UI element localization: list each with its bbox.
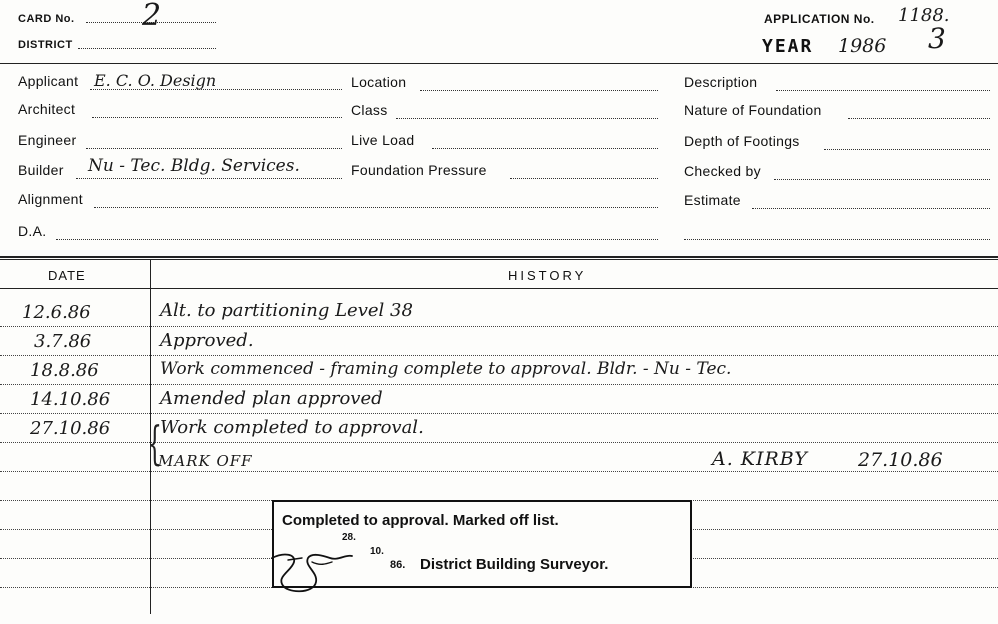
approval-stamp bbox=[272, 500, 692, 588]
year-extra-value: 3 bbox=[928, 22, 946, 55]
history-text: Amended plan approved bbox=[160, 388, 383, 409]
history-text: Alt. to partitioning Level 38 bbox=[160, 300, 413, 321]
history-text: Work commenced - framing complete to approval. Bldr. - Nu - Tec. bbox=[160, 359, 732, 379]
stamp-date-day: 28. bbox=[342, 532, 356, 543]
class-label: Class bbox=[351, 102, 388, 118]
engineer-label: Engineer bbox=[18, 132, 77, 148]
history-text: MARK OFF bbox=[158, 452, 253, 470]
depth-of-footings-label: Depth of Footings bbox=[684, 133, 800, 149]
ruled-line bbox=[0, 413, 998, 414]
location-label: Location bbox=[351, 74, 407, 90]
history-date: 14.10.86 bbox=[30, 389, 111, 410]
foundation-pressure-line bbox=[510, 178, 658, 179]
estimate-line bbox=[752, 208, 990, 209]
history-date: 18.8.86 bbox=[30, 360, 99, 381]
da-label: D.A. bbox=[18, 223, 47, 239]
builder-value: Nu - Tec. Bldg. Services. bbox=[88, 156, 300, 176]
architect-line bbox=[92, 117, 342, 118]
class-line bbox=[396, 118, 658, 119]
engineer-line bbox=[86, 148, 342, 149]
description-line bbox=[776, 90, 990, 91]
history-date: 12.6.86 bbox=[22, 302, 91, 323]
district-label: DISTRICT bbox=[18, 39, 73, 51]
card-no-value: 2 bbox=[142, 0, 162, 33]
card-no-label: CARD No. bbox=[18, 13, 75, 25]
nature-of-foundation-line bbox=[848, 118, 990, 119]
depth-of-footings-line bbox=[824, 149, 990, 150]
ruled-line bbox=[0, 326, 998, 327]
district-line bbox=[78, 48, 216, 49]
ruled-line bbox=[0, 384, 998, 385]
stamp-line-2: District Building Surveyor. bbox=[420, 556, 609, 573]
foundation-pressure-label: Foundation Pressure bbox=[351, 162, 487, 178]
description-label: Description bbox=[684, 74, 758, 90]
header-divider bbox=[0, 63, 998, 64]
stamp-date-month: 10. bbox=[370, 546, 384, 557]
year-value: 1986 bbox=[838, 35, 887, 57]
location-line bbox=[420, 90, 658, 91]
estimate-extra-line bbox=[684, 239, 990, 240]
alignment-line bbox=[94, 207, 658, 208]
checked-by-line bbox=[774, 179, 990, 180]
ruled-line bbox=[0, 355, 998, 356]
year-label: YEAR bbox=[762, 36, 814, 57]
application-no-label: APPLICATION No. bbox=[764, 12, 875, 26]
checked-by-label: Checked by bbox=[684, 163, 761, 179]
history-date: 3.7.86 bbox=[34, 331, 92, 352]
da-line bbox=[56, 239, 658, 240]
nature-of-foundation-label: Nature of Foundation bbox=[684, 102, 822, 118]
applicant-label: Applicant bbox=[18, 73, 79, 89]
stamp-line-1: Completed to approval. Marked off list. bbox=[282, 512, 559, 529]
ruled-line bbox=[0, 471, 998, 472]
builder-line bbox=[76, 178, 342, 179]
applicant-value: E. C. O. Design bbox=[94, 71, 217, 90]
application-no-value: 1188. bbox=[898, 5, 950, 26]
builder-label: Builder bbox=[18, 162, 64, 178]
history-text: Work completed to approval. bbox=[160, 417, 424, 438]
live-load-line bbox=[432, 148, 658, 149]
stamp-date-year: 86. bbox=[390, 559, 406, 571]
estimate-label: Estimate bbox=[684, 192, 741, 208]
history-top-border bbox=[0, 256, 998, 258]
surveyor-signature-icon bbox=[268, 536, 388, 598]
brace-mark: { bbox=[147, 416, 162, 470]
alignment-label: Alignment bbox=[18, 191, 83, 207]
date-column-header: DATE bbox=[48, 268, 86, 283]
history-column-header: HISTORY bbox=[508, 268, 587, 283]
architect-label: Architect bbox=[18, 101, 76, 117]
signoff-name: A. KIRBY bbox=[712, 448, 808, 470]
live-load-label: Live Load bbox=[351, 132, 415, 148]
history-text: Approved. bbox=[160, 330, 254, 351]
history-date: 27.10.86 bbox=[30, 418, 111, 439]
signoff-date: 27.10.86 bbox=[858, 449, 943, 471]
